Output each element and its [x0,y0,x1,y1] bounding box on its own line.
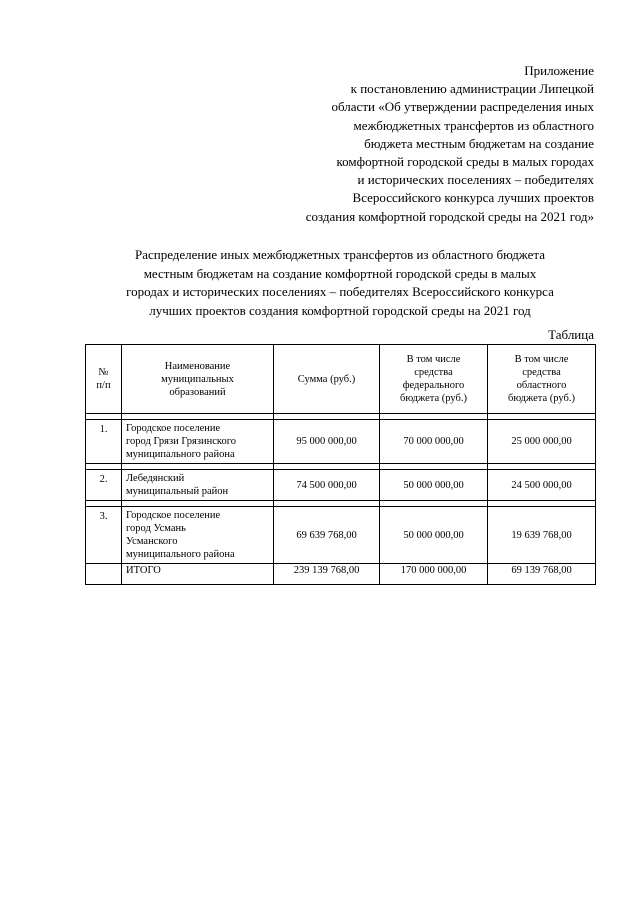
title-line: городах и исторических поселениях – победителях Всероссийского конкурса [126,284,554,300]
appendix-line: и исторических поселениях – победителях [357,172,594,188]
appendix-line: межбюджетных трансфертов из областного [353,117,594,133]
document-title [80,246,600,320]
total-num-empty [86,564,122,585]
row-regional: 19 639 768,00 [488,507,596,564]
row-name: Городское поселение город Усмань Усманского муниципального района [122,507,274,564]
row-regional: 25 000 000,00 [488,420,596,464]
row-sum: 74 500 000,00 [274,470,380,501]
total-federal: 170 000 000,00 [380,564,488,585]
row-regional: 24 500 000,00 [488,470,596,501]
appendix-line: бюджета местным бюджетам на создание [364,135,594,151]
row-name: Городское поселение город Грязи Грязинского муниципального района [122,420,274,464]
table-row [86,420,596,464]
total-sum: 239 139 768,00 [274,564,380,585]
appendix-line: области «Об утверждении распределения иных [331,99,594,115]
row-num: 1. [86,420,122,464]
header-regional: В том числе средства областного бюджета (руб.) [488,345,596,414]
budget-table [85,344,596,585]
appendix-line: Всероссийского конкурса лучших проектов [352,190,594,206]
row-federal: 50 000 000,00 [380,470,488,501]
row-federal: 70 000 000,00 [380,420,488,464]
table-header-row [86,345,596,414]
row-sum: 95 000 000,00 [274,420,380,464]
total-label: ИТОГО [122,564,274,585]
header-sum: Сумма (руб.) [274,345,380,414]
header-num: № п/п [86,345,122,414]
header-federal: В том числе средства федерального бюджета (руб.) [380,345,488,414]
table-row [86,470,596,501]
row-sum: 69 639 768,00 [274,507,380,564]
row-num: 2. [86,470,122,501]
header-name: Наименование муниципальных образований [122,345,274,414]
appendix-line: к постановлению администрации Липецкой [350,81,594,97]
total-regional: 69 139 768,00 [488,564,596,585]
title-line: Распределение иных межбюджетных трансфертов из областного бюджета [134,247,546,262]
table-caption: Таблица [548,327,594,342]
appendix-header [234,62,594,226]
row-name: Лебедянский муниципальный район [122,470,274,501]
table-total-row [86,564,596,585]
row-num: 3. [86,507,122,564]
appendix-line: Приложение [524,63,594,78]
appendix-line: комфортной городской среды в малых городах [336,154,594,170]
row-federal: 50 000 000,00 [380,507,488,564]
table-row [86,507,596,564]
title-line: местным бюджетам на создание комфортной городской среды в малых [143,265,537,281]
title-line: лучших проектов создания комфортной городской среды на 2021 год [149,302,531,318]
appendix-line: создания комфортной городской среды на 2021 год» [305,208,594,224]
